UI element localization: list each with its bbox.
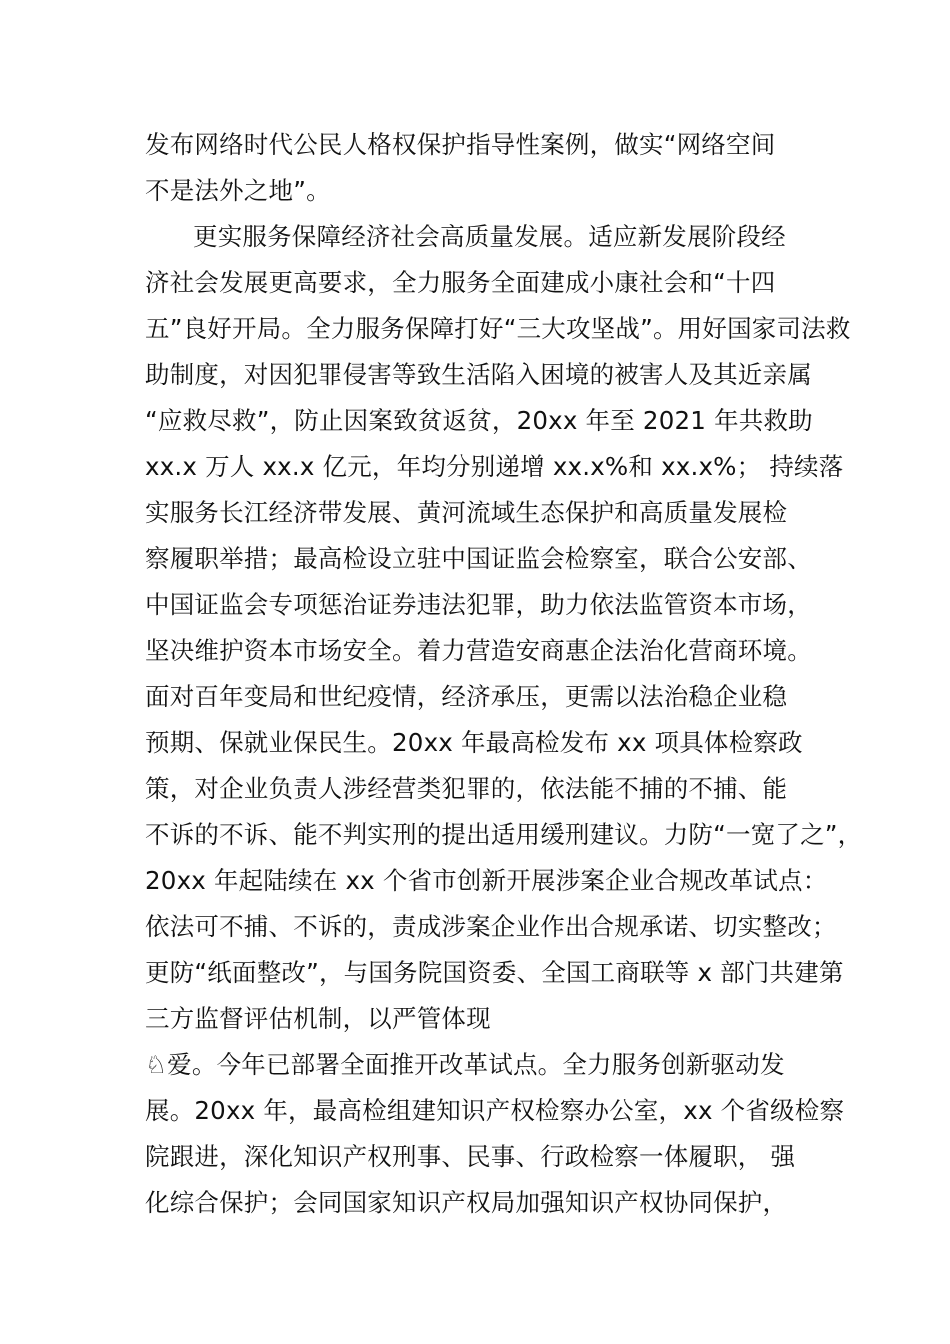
text-line: 助制度，对因犯罪侵害等致生活陷入困境的被害人及其近亲属 — [145, 360, 812, 389]
text-line: 发布网络时代公民人格权保护指导性案例，做实“网络空间 — [145, 130, 776, 159]
text-line: 化综合保护；会同国家知识产权局加强知识产权协同保护， — [145, 1188, 788, 1217]
text-line: 济社会发展更高要求，全力服务全面建成小康社会和“十四 — [145, 268, 776, 297]
text-line: 三方监督评估机制，以严管体现 — [145, 1004, 491, 1033]
text-line: 坚决维护资本市场安全。着力营造安商惠企法治化营商环境。 — [145, 636, 812, 665]
text-line: “应救尽救”，防止因案致贫返贫，20xx 年至 2021 年共救助 — [145, 406, 813, 435]
text-line: 实服务长江经济带发展、黄河流域生态保护和高质量发展检 — [145, 498, 788, 527]
text-line: 不是法外之地”。 — [145, 176, 331, 205]
text-line: 五”良好开局。全力服务保障打好“三大攻坚战”。用好国家司法救 — [145, 314, 851, 343]
text-line: 察履职举措；最高检设立驻中国证监会检察室，联合公安部、 — [145, 544, 812, 573]
text-line: 20xx 年起陆续在 xx 个省市创新开展涉案企业合规改革试点： — [145, 866, 828, 895]
text-line: 策，对企业负责人涉经营类犯罪的，依法能不捕的不捕、能 — [145, 774, 788, 803]
text-line: 中国证监会专项惩治证券违法犯罪，助力依法监管资本市场， — [145, 590, 812, 619]
text-line: 更防“纸面整改”，与国务院国资委、全国工商联等 x 部门共建第 — [145, 958, 844, 987]
text-line: 面对百年变局和世纪疫情，经济承压，更需以法治稳企业稳 — [145, 682, 788, 711]
text-line: 更实服务保障经济社会高质量发展。适应新发展阶段经 — [193, 222, 786, 251]
text-line: ♘爱。今年已部署全面推开改革试点。全力服务创新驱动发 — [145, 1050, 785, 1079]
text-line: 展。20xx 年，最高检组建知识产权检察办公室，xx 个省级检察 — [145, 1096, 845, 1125]
text-line: 不诉的不诉、能不判实刑的提出适用缓刑建议。力防“一宽了之”， — [145, 820, 863, 849]
text-line: xx.x 万人 xx.x 亿元，年均分别递增 xx.x%和 xx.x%； 持续落 — [145, 452, 844, 481]
text-line: 院跟进，深化知识产权刑事、民事、行政检察一体履职， 强 — [145, 1142, 796, 1171]
text-line: 依法可不捕、不诉的，责成涉案企业作出合规承诺、切实整改； — [145, 912, 837, 941]
text-line: 预期、保就业保民生。20xx 年最高检发布 xx 项具体检察政 — [145, 728, 803, 757]
